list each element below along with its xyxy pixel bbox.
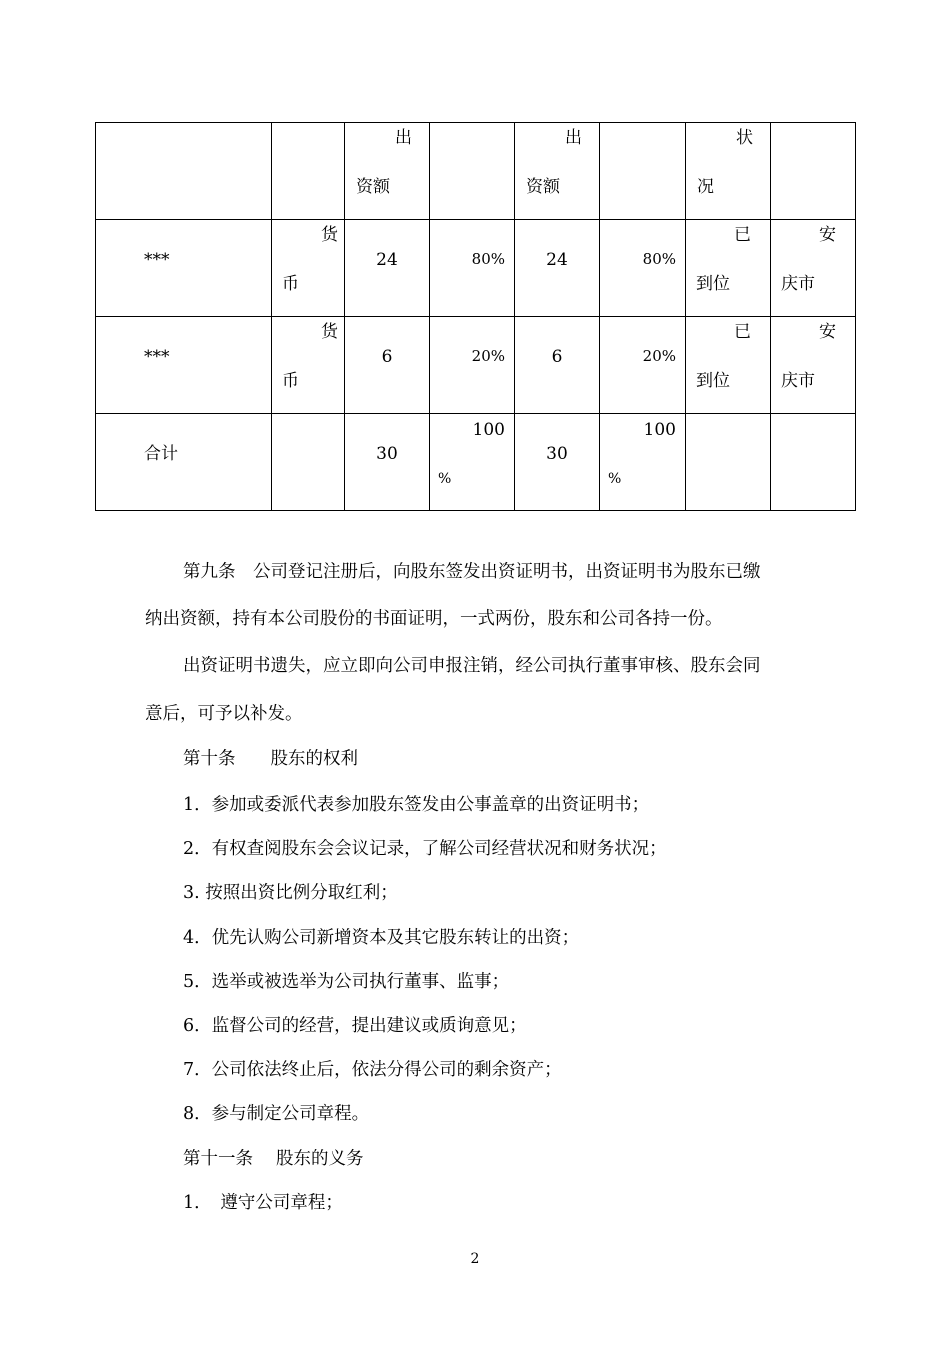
contribution-type: 币 (282, 371, 299, 391)
location-text: 安 (819, 322, 836, 342)
status-text: 到位 (696, 274, 730, 294)
total-paid-ratio: 100 (643, 420, 676, 440)
article-9-line-1: 第九条 公司登记注册后，向股东签发出资证明书，出资证明书为股东已缴 (183, 562, 761, 582)
table-cell (345, 414, 430, 511)
header-text: 出 (395, 128, 412, 148)
contribution-type: 币 (282, 274, 299, 294)
header-text: 资额 (526, 177, 560, 197)
shareholder-name: *** (144, 347, 170, 367)
table-cell (515, 414, 600, 511)
article-9-line-2: 纳出资额，持有本公司股份的书面证明，一式两份，股东和公司各持一份。 (145, 609, 723, 629)
table-cell (600, 317, 686, 414)
list-item: 6．监督公司的经营，提出建议或质询意见； (183, 1016, 527, 1036)
table-cell (600, 220, 686, 317)
table-cell (272, 317, 345, 414)
total-subscribed-ratio: 100 (472, 420, 505, 440)
article-9-line-3: 出资证明书遗失，应立即向公司申报注销，经公司执行董事审核、股东会同 (183, 656, 761, 676)
table-cell (430, 414, 515, 511)
subscribed-ratio: 80% (471, 250, 505, 268)
shareholder-name: *** (144, 250, 170, 270)
list-item: 7．公司依法终止后，依法分得公司的剩余资产； (183, 1060, 562, 1080)
table-row (96, 317, 856, 414)
list-item: 1． 遵守公司章程； (183, 1193, 343, 1213)
header-text: 出 (565, 128, 582, 148)
paid-ratio: 80% (642, 250, 676, 268)
table-cell (686, 220, 771, 317)
contribution-type: 货 (321, 322, 338, 342)
table-cell (96, 123, 272, 220)
location-text: 庆市 (781, 274, 815, 294)
table-cell (686, 317, 771, 414)
table-cell (96, 414, 272, 511)
table-cell (272, 414, 345, 511)
table-cell (600, 414, 686, 511)
table-cell (515, 317, 600, 414)
list-item: 5．选举或被选举为公司执行董事、监事； (183, 972, 510, 992)
table-cell (272, 220, 345, 317)
table-cell (600, 123, 686, 220)
header-text: 资额 (356, 177, 390, 197)
table-header-row (96, 123, 856, 220)
article-9-line-4: 意后，可予以补发。 (145, 704, 303, 724)
list-item: 1．参加或委派代表参加股东签发由公事盖章的出资证明书； (183, 795, 650, 815)
total-paid-ratio: % (608, 471, 622, 487)
table-cell (96, 220, 272, 317)
subscribed-amount: 6 (381, 347, 393, 367)
table-cell (430, 317, 515, 414)
paid-amount: 24 (546, 250, 568, 270)
table-cell (272, 123, 345, 220)
table-cell (345, 317, 430, 414)
table-cell (515, 123, 600, 220)
table-cell (771, 414, 856, 511)
status-text: 已 (734, 225, 751, 245)
table-cell (686, 123, 771, 220)
contribution-type: 货 (321, 225, 338, 245)
header-text: 况 (697, 177, 714, 197)
table-cell (96, 317, 272, 414)
paid-ratio: 20% (642, 347, 676, 365)
status-text: 到位 (696, 371, 730, 391)
table-cell (515, 220, 600, 317)
list-item: 4．优先认购公司新增资本及其它股东转让的出资； (183, 928, 580, 948)
list-item: 8．参与制定公司章程。 (183, 1104, 370, 1124)
table-cell (771, 123, 856, 220)
table-row (96, 220, 856, 317)
table-cell (430, 123, 515, 220)
subscribed-ratio: 20% (471, 347, 505, 365)
total-label: 合计 (144, 444, 178, 464)
table-cell (771, 220, 856, 317)
paid-amount: 6 (551, 347, 563, 367)
header-text: 状 (736, 128, 753, 148)
article-11-heading: 第十一条 股东的义务 (183, 1149, 364, 1169)
total-subscribed-ratio: % (438, 471, 452, 487)
status-text: 已 (734, 322, 751, 342)
page-number: 2 (470, 1251, 480, 1267)
location-text: 安 (819, 225, 836, 245)
capital-contribution-table (95, 122, 856, 511)
table-cell (771, 317, 856, 414)
location-text: 庆市 (781, 371, 815, 391)
table-cell (345, 123, 430, 220)
subscribed-amount: 24 (376, 250, 398, 270)
total-subscribed-amount: 30 (376, 444, 398, 464)
list-item: 2．有权查阅股东会会议记录，了解公司经营状况和财务状况； (183, 839, 667, 859)
article-10-heading: 第十条 股东的权利 (183, 749, 358, 769)
table-total-row (96, 414, 856, 511)
list-item: 3. 按照出资比例分取红利； (183, 883, 398, 903)
table-cell (430, 220, 515, 317)
table-cell (345, 220, 430, 317)
total-paid-amount: 30 (546, 444, 568, 464)
table-cell (686, 414, 771, 511)
